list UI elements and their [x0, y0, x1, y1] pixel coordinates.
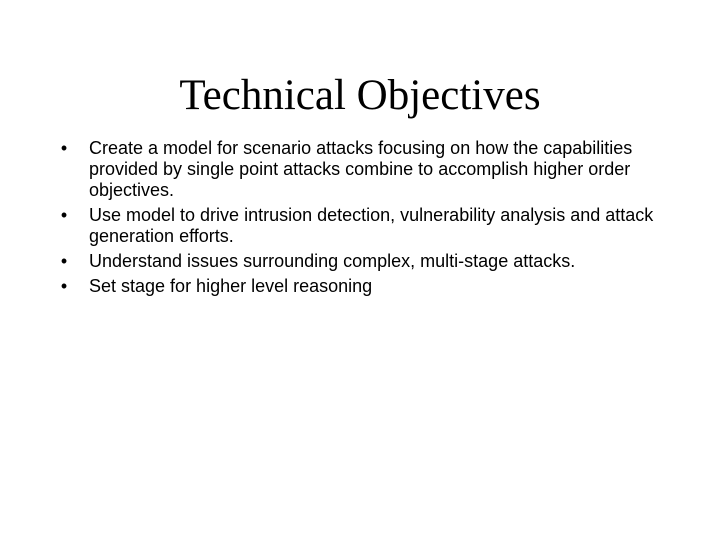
list-item	[57, 251, 667, 272]
bullet-icon: •	[60, 205, 68, 225]
list-item	[57, 276, 667, 297]
bullet-text: Create a model for scenario attacks focusing on how the capabilities provided by single point attacks combine to accomplish higher order objectives.	[89, 138, 633, 200]
bullet-text: Set stage for higher level reasoning	[89, 276, 373, 296]
slide-title: Technical Objectives	[179, 72, 541, 119]
bullet-text: Use model to drive intrusion detection, vulnerability analysis and attack generation efforts.	[89, 205, 654, 246]
bullet-icon: •	[60, 251, 68, 271]
bullet-icon: •	[60, 138, 68, 158]
list-item	[57, 138, 667, 201]
bullet-icon: •	[60, 276, 68, 296]
bullet-text: Understand issues surrounding complex, multi-stage attacks.	[89, 251, 576, 271]
list-item	[57, 205, 667, 247]
objectives-list	[57, 138, 667, 301]
